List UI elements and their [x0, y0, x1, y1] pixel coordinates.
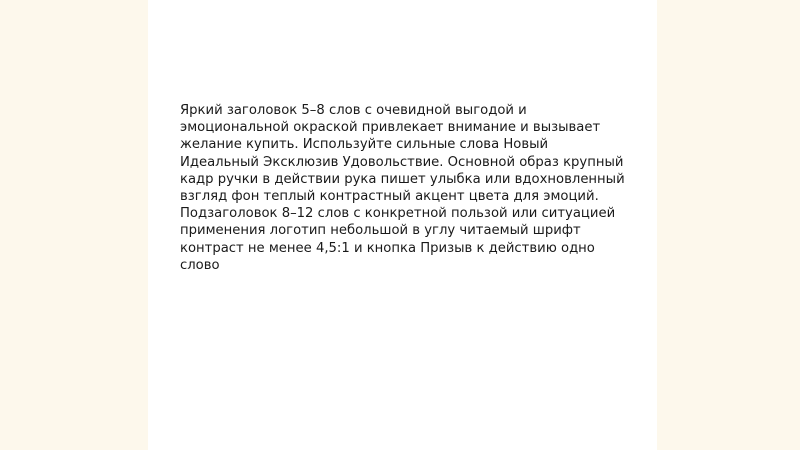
body-paragraph: Яркий заголовок 5–8 слов с очевидной выгодой и эмоциональной окраской привлекает внимание и вызывает желание купить. Используйте сильные слова Новый Идеальный Эксклюзив Удовольствие. Основной образ крупный кадр ручки в действии рука пишет улыбка или вдохновленный взгляд фон теплый контрастный акцент цвета для эмоций. Подзаголовок 8–12 слов с конкретной пользой или ситуацией применения логотип небольшой в углу читаемый шрифт контраст не менее 4,5:1 и кнопка Призыв к действию одно слово	[180, 103, 625, 273]
document-page	[148, 0, 657, 450]
